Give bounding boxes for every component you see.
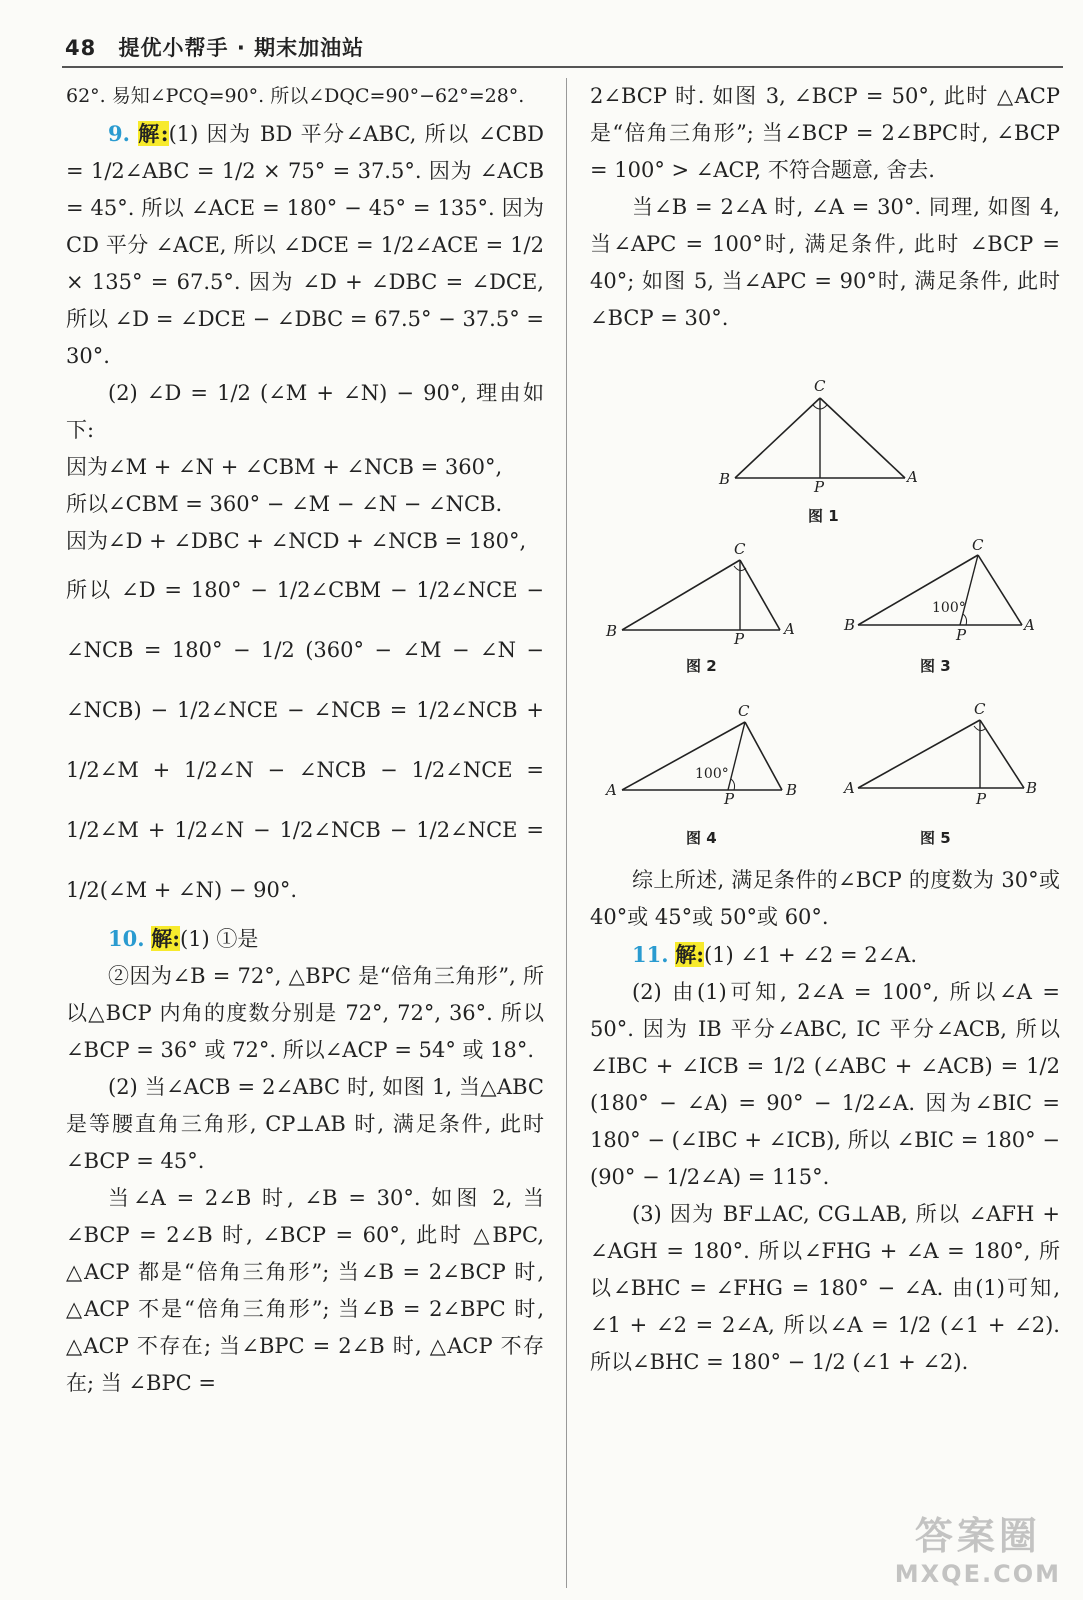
q10-part1 [66, 920, 544, 958]
q11-text-1: (1) ∠1 + ∠2 = 2∠A. [704, 943, 918, 967]
fig1-label-b: B [719, 470, 731, 488]
q10-number: 10. [108, 926, 145, 951]
right-column [590, 78, 1060, 337]
fig5-label-c: C [974, 700, 986, 718]
fig2-label-p: P [734, 630, 745, 648]
fig4-label-b: B [786, 781, 798, 799]
fig4-label-a: A [606, 781, 617, 799]
q10-part2: ②因为∠B = 72°, △BPC 是“倍角三角形”, 所以△BCP 内角的度数分别是 72°, 72°, 36°. 所以∠BCP = 36° 或 72°. 所以∠ACP = 54° 或 18°. [66, 964, 544, 1062]
figure-4-caption: 图 4 [686, 829, 717, 847]
fig5-label-b: B [1026, 779, 1038, 797]
q10-answer-tag: 解: [151, 926, 180, 951]
fig1-label-c: C [814, 377, 826, 395]
q10-continued: 2∠BCP 时. 如图 3, ∠BCP = 50°, 此时 △ACP 是“倍角三角形”; 当∠BCP = 2∠BPC时, ∠BCP = 100° > ∠ACP, 不符合题意, 舍去. [590, 84, 1060, 182]
fig3-angle-label: 100° [932, 600, 966, 616]
left-column [66, 78, 544, 1402]
q10-summary: 综上所述, 满足条件的∠BCP 的度数为 30°或 40°或 45°或 50°或 60°. [590, 868, 1060, 929]
fig5-label-p: P [976, 790, 987, 808]
q9-line3: 因为∠M + ∠N + ∠CBM + ∠NCB = 360°, [66, 455, 503, 479]
figure-1 [715, 376, 925, 496]
figure-5-caption: 图 5 [920, 829, 951, 847]
fig2-label-b: B [606, 622, 618, 640]
q11-answer-tag: 解: [675, 942, 704, 967]
q9-line4: 所以∠CBM = 360° − ∠M − ∠N − ∠NCB. [66, 492, 503, 516]
fig4-label-p: P [724, 790, 735, 808]
fig2-label-c: C [734, 540, 746, 558]
fig3-label-c: C [972, 538, 984, 554]
q11-part1 [590, 936, 1060, 974]
q9-part1 [66, 115, 544, 375]
q9-derivation: 所以 ∠D = 180° − 1/2∠CBM − 1/2∠NCE − ∠NCB = 180° − 1/2 (360° − ∠M − ∠N − ∠NCB) − 1/2∠NCE − ∠NCB = 1/2∠NCB + 1/2∠M + 1/2∠N − ∠NCB − 1/2∠NCE = 1/2∠M + 1/2∠N − 1/2∠NCB − 1/2∠NCE = 1/2(∠M + ∠N) − 90°. [66, 578, 544, 902]
figure-2-caption: 图 2 [686, 657, 717, 675]
continued-line: 62°. 易知∠PCQ=90°. 所以∠DQC=90°−62°=28°. [66, 85, 525, 107]
fig4-angle-label: 100° [695, 766, 729, 782]
right-column-lower [590, 862, 1060, 1381]
q10-part3: (2) 当∠ACB = 2∠ABC 时, 如图 1, 当△ABC 是等腰直角三角形, CP⊥AB 时, 满足条件, 此时∠BCP = 45°. [66, 1075, 544, 1173]
q10-text-1: (1) ①是 [180, 927, 259, 951]
fig3-label-a: A [1024, 616, 1035, 634]
header-rule [62, 66, 1063, 68]
figure-5 [840, 700, 1040, 810]
book-title: 提优小帮手 · 期末加油站 [118, 36, 365, 60]
watermark-line2: MXQE.COM [894, 1560, 1061, 1588]
figure-4 [600, 700, 810, 810]
q11-part3: (3) 因为 BF⊥AC, CG⊥AB, 所以 ∠AFH + ∠AGH = 180°. 所以∠FHG + ∠A = 180°, 所以∠BHC = ∠FHG = 180° − ∠A. 由(1)可知, ∠1 + ∠2 = 2∠A, 所以∠A = 1/2 (∠1 + ∠2). 所以∠BHC = 180° − 1/2 (∠1 + ∠2). [590, 1202, 1060, 1374]
q11-number: 11. [632, 942, 669, 967]
figure-3 [840, 538, 1040, 648]
column-divider [566, 78, 567, 1588]
figure-2 [600, 538, 810, 648]
figure-3-caption: 图 3 [920, 657, 951, 675]
q11-part2: (2) 由(1)可知, 2∠A = 100°, 所以∠A = 50°. 因为 IB 平分∠ABC, IC 平分∠ACB, 所以∠IBC + ∠ICB = 1/2 (∠ABC + ∠ACB) = 1/2 (180° − ∠A) = 90° − 1/2∠A. 因为∠BIC = 180° − (∠IBC + ∠ICB), 所以 ∠BIC = 180° − (90° − 1/2∠A) = 115°. [590, 980, 1060, 1189]
q9-part2: (2) ∠D = 1/2 (∠M + ∠N) − 90°, 理由如下: [66, 381, 544, 442]
figure-1-caption: 图 1 [808, 507, 839, 525]
page-number: 48 [65, 36, 97, 60]
fig3-label-b: B [844, 616, 856, 634]
q9-number: 9. [108, 121, 130, 146]
fig5-label-a: A [844, 779, 855, 797]
fig1-label-a: A [907, 468, 918, 486]
fig3-label-p: P [956, 626, 967, 644]
fig1-label-p: P [814, 478, 825, 496]
fig4-label-c: C [738, 702, 750, 720]
q9-answer-tag: 解: [138, 121, 169, 146]
watermark-line1: 答案圈 [914, 1514, 1041, 1558]
q10-part4: 当∠A = 2∠B 时, ∠B = 30°. 如图 2, 当 ∠BCP = 2∠B 时, ∠BCP = 60°, 此时 △BPC, △ACP 都是“倍角三角形”; 当∠B = 2∠BCP 时, △ACP 不是“倍角三角形”; 当∠B = 2∠BPC 时, △ACP 不存在; 当∠BPC = 2∠B 时, △ACP 不存在; 当 ∠BPC = [66, 1186, 544, 1395]
watermark [895, 1505, 1061, 1588]
q9-line5: 因为∠D + ∠DBC + ∠NCD + ∠NCB = 180°, [66, 529, 527, 553]
fig2-label-a: A [784, 620, 795, 638]
q9-text-1: (1) 因为 BD 平分∠ABC, 所以 ∠CBD = 1/2∠ABC = 1/2 × 75° = 37.5°. 因为 ∠ACB = 45°. 所以 ∠ACE = 180° − 45° = 135°. 因为 CD 平分 ∠ACE, 所以 ∠DCE = 1/2∠ACE = 1/2 × 135° = 67.5°. 因为 ∠D + ∠DBC = ∠DCE, 所以 ∠D = ∠DCE − ∠DBC = 67.5° − 37.5° = 30°. [66, 122, 544, 368]
page-header [65, 32, 364, 62]
q10-case-b2a: 当∠B = 2∠A 时, ∠A = 30°. 同理, 如图 4, 当∠APC = 100°时, 满足条件, 此时 ∠BCP = 40°; 如图 5, 当∠APC = 90°时, 满足条件, 此时∠BCP = 30°. [590, 195, 1060, 330]
